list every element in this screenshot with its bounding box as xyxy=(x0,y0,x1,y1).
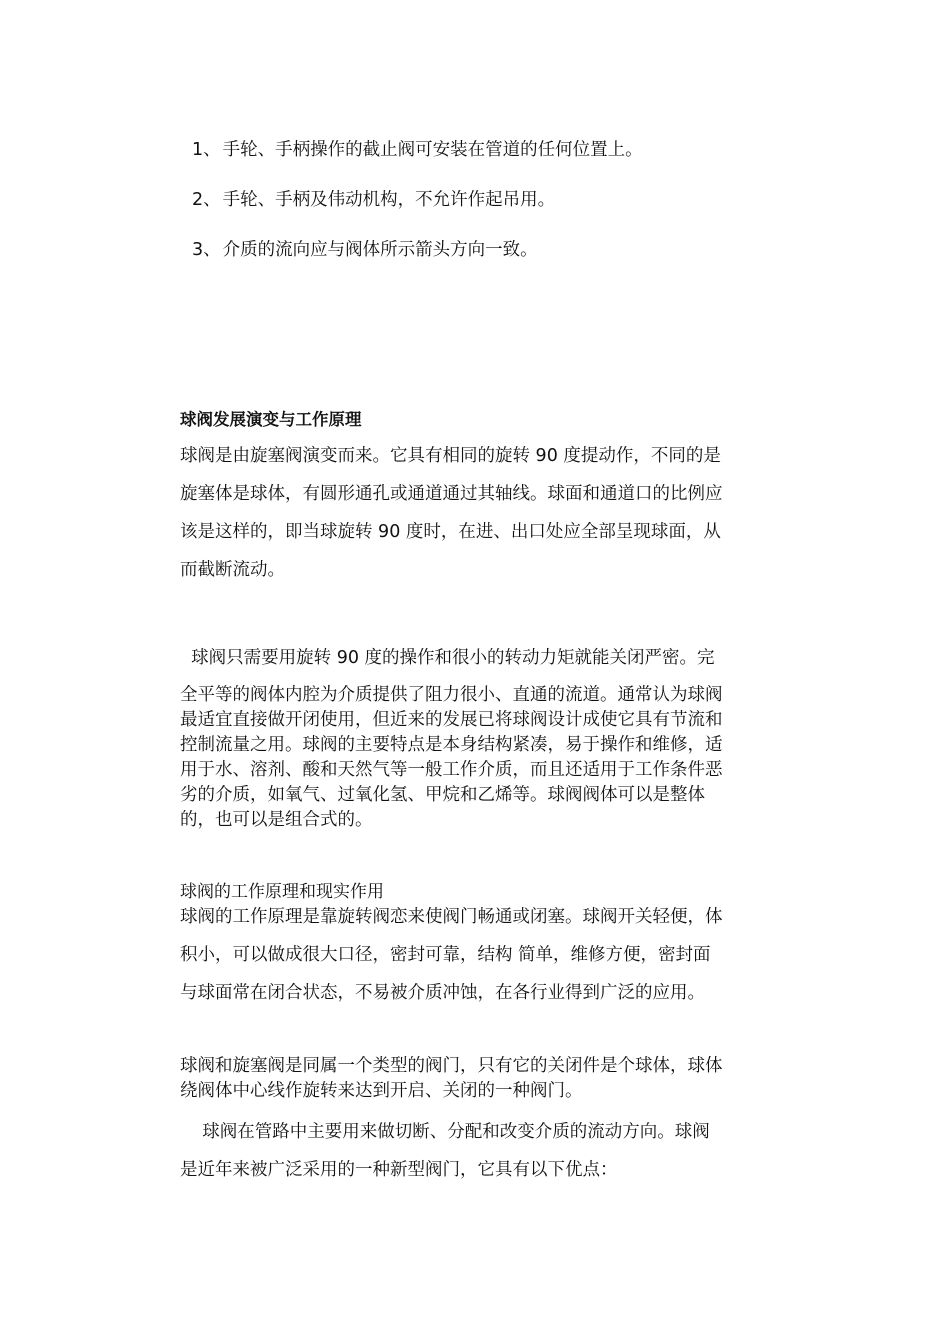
paragraph-line: 控制流量之用。球阀的主要特点是本身结构紧凑，易于操作和维修，适 xyxy=(180,735,723,755)
paragraph-line: 绕阀体中心线作旋转来达到开启、关闭的一种阀门。 xyxy=(180,1081,583,1101)
paragraph-line: 全平等的阀体内腔为介质提供了阻力很小、直通的流道。通常认为球阀 xyxy=(180,685,723,705)
paragraph-line: 劣的介质，如氧气、过氧化氢、甲烷和乙烯等。球阀阀体可以是整体 xyxy=(180,785,705,805)
list-item xyxy=(192,188,792,212)
list-item-number: 3、 xyxy=(192,240,221,260)
paragraph-line: 球阀只需要用旋转 90 度的操作和很小的转动力矩就能关闭严密。完 xyxy=(180,648,715,668)
paragraph-line: 积小，可以做成很大口径，密封可靠，结构 简单，维修方便，密封面 xyxy=(180,945,711,965)
paragraph-line: 球阀的工作原理是靠旋转阀恋来使阀门畅通或闭塞。球阀开关轻便，体 xyxy=(180,907,723,927)
paragraph-line: 该是这样的，即当球旋转 90 度时，在进、出口处应全部呈现球面，从 xyxy=(180,522,721,542)
paragraph-line: 用于水、溶剂、酸和天然气等一般工作介质，而且还适用于工作条件恶 xyxy=(180,760,723,780)
list-item xyxy=(192,238,792,262)
paragraph-line: 而截断流动。 xyxy=(180,560,285,580)
list-item-text: 手轮、手柄操作的截止阀可安装在管道的任何位置上。 xyxy=(222,140,643,160)
section-heading: 球阀的工作原理和现实作用 xyxy=(180,882,384,902)
paragraph-line: 球阀和旋塞阀是同属一个类型的阀门，只有它的关闭件是个球体，球体 xyxy=(180,1056,723,1076)
paragraph-line: 球阀在管路中主要用来做切断、分配和改变介质的流动方向。球阀 xyxy=(180,1122,710,1142)
list-item-text: 手轮、手柄及伟动机构，不允许作起吊用。 xyxy=(222,190,556,210)
list-item-text: 介质的流向应与阀体所示箭头方向一致。 xyxy=(222,240,538,260)
paragraph-line: 是近年来被广泛采用的一种新型阀门，它具有以下优点： xyxy=(180,1160,618,1180)
paragraph-line: 最适宜直接做开闭使用，但近来的发展已将球阀设计成使它具有节流和 xyxy=(180,710,723,730)
section-heading: 球阀发展演变与工作原理 xyxy=(180,410,362,429)
paragraph-line: 与球面常在闭合状态，不易被介质冲蚀，在各行业得到广泛的应用。 xyxy=(180,983,705,1003)
list-item xyxy=(192,138,792,162)
paragraph-line: 球阀是由旋塞阀演变而来。它具有相同的旋转 90 度提动作，不同的是 xyxy=(180,446,721,466)
list-item-number: 1、 xyxy=(192,140,221,160)
list-item-number: 2、 xyxy=(192,190,221,210)
paragraph-line: 旋塞体是球体，有圆形通孔或通道通过其轴线。球面和通道口的比例应 xyxy=(180,484,723,504)
paragraph-line: 的，也可以是组合式的。 xyxy=(180,810,373,830)
